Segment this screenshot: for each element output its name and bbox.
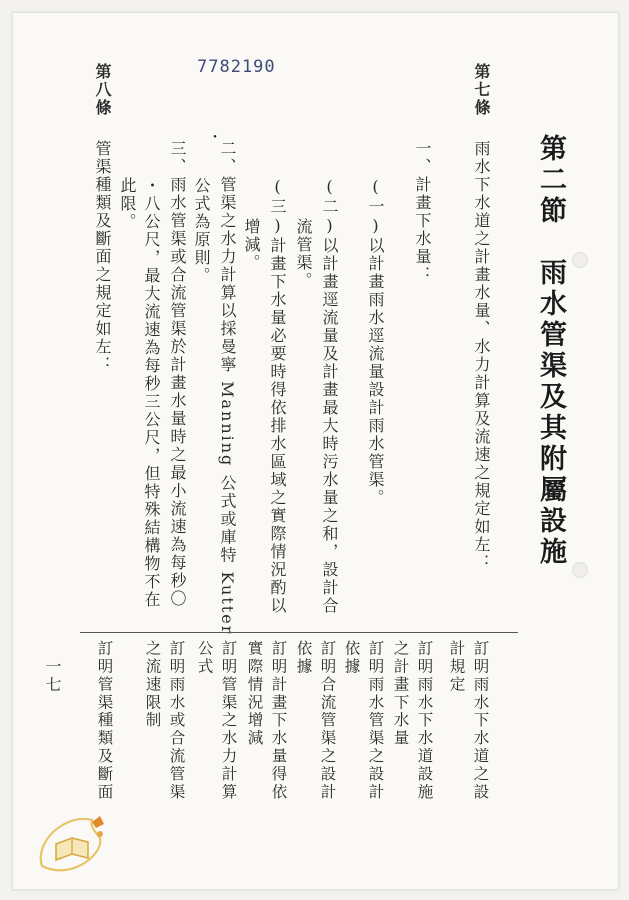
article-7-item-3a: 三、雨水管渠或合流管渠於計畫水量時之最小流速為每秒〇: [168, 140, 187, 608]
note-line-5: 訂明雨水管渠之設計: [366, 640, 385, 802]
page-number: 一七: [43, 658, 62, 694]
article-7-sub-2b: 流管渠。: [294, 218, 313, 290]
note-line-15: 訂明管渠種類及斷面: [95, 640, 114, 802]
article-7-label: 第七條: [472, 63, 491, 117]
article-7-item-3c: 此限。: [118, 177, 137, 231]
bullet-dot: ・: [208, 130, 222, 146]
note-line-7: 訂明合流管渠之設計: [318, 640, 337, 802]
section-divider: [80, 632, 518, 633]
article-8-label: 第八條: [93, 63, 112, 117]
punch-hole-icon: [572, 252, 588, 268]
note-line-14: 之流速限制: [143, 640, 162, 730]
note-line-9: 訂明計畫下水量得依: [269, 640, 288, 802]
article-7-item-2b: 公式為原則。: [192, 177, 211, 285]
note-line-8: 依據: [294, 640, 313, 676]
section-title: 第二節 雨水管渠及其附屬設施: [535, 134, 566, 568]
article-7-sub-2a: (二)以計畫逕流量及計畫最大時污水量之和，設計合: [320, 177, 339, 615]
note-line-10: 實際情況增減: [245, 640, 264, 748]
punch-hole-icon: [572, 562, 588, 578]
archive-logo-icon: [30, 808, 122, 880]
note-line-12: 公式: [195, 640, 214, 676]
note-line-11: 訂明管渠之水力計算: [219, 640, 238, 802]
article-7-sub-3b: 增減。: [242, 218, 261, 272]
article-8-intro: 管渠種類及斷面之規定如左：: [93, 140, 112, 374]
article-7-intro: 雨水下水道之計畫水量、水力計算及流速之規定如左：: [472, 140, 491, 572]
note-line-4: 之計畫下水量: [391, 640, 410, 748]
article-7-item-1: 一、計畫下水量：: [413, 140, 432, 284]
note-line-2: 計規定: [447, 640, 466, 694]
archive-stamp-number: 7782190: [197, 57, 276, 77]
note-line-6: 依據: [342, 640, 361, 676]
note-line-13: 訂明雨水或合流管渠: [167, 640, 186, 802]
article-7-item-3b: ・八公尺，最大流速為每秒三公尺，但特殊結構物不在: [142, 177, 161, 609]
article-7-sub-1: (一)以計畫雨水逕流量設計雨水管渠。: [366, 177, 385, 507]
note-line-1: 訂明雨水下水道之設: [471, 640, 490, 802]
note-line-3: 訂明雨水下水道設施: [415, 640, 434, 802]
article-7-sub-3a: (三)計畫下水量必要時得依排水區域之實際情況酌以: [268, 177, 287, 615]
article-7-item-2a: 二、管渠之水力計算以採曼寧 Manning 公式或庫特 Kutter: [218, 140, 237, 636]
